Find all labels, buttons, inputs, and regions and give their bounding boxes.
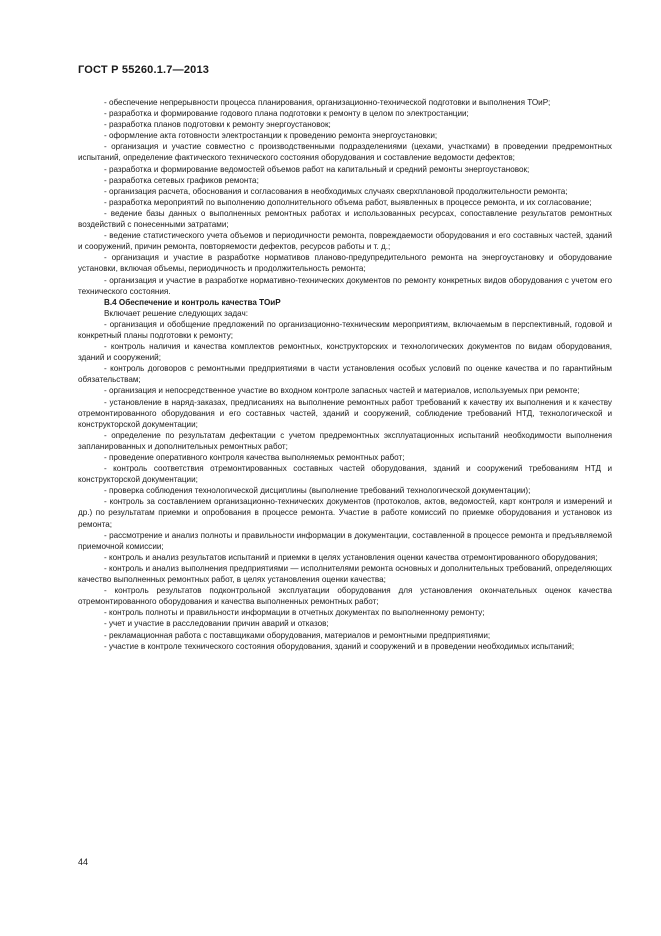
paragraph: - ведение статистического учета объемов и периодичности ремонта, повреждаемости оборудования и его составных частей, зданий и сооружений, причин ремонта, повторяемости дефектов, ресурсов работы и т. д.;	[78, 231, 612, 252]
paragraph: - организация и непосредственное участие во входном контроле запасных частей и материалов, используемых при ремонте;	[104, 386, 580, 396]
paragraph: - рассмотрение и анализ полноты и правильности информации в документации, составленной в процессе ремонта и предъявляемой приемочной комиссии;	[78, 530, 612, 551]
document-body	[78, 97, 612, 652]
paragraph: - организация и участие в разработке нормативов планово-предупредительного ремонта на энергоустановку и оборудование установки, включая объемы, периодичность и продолжительность ремонта;	[78, 253, 612, 274]
paragraph: - оформление акта готовности электростанции к проведению ремонта энергоустановки;	[104, 131, 438, 141]
section-heading: В.4 Обеспечение и контроль качества ТОиР	[104, 297, 281, 307]
paragraph: - обеспечение непрерывности процесса планирования, организационно-технической подготовки и выполнения ТОиР;	[104, 98, 551, 107]
paragraph: - разработка и формирование ведомостей объемов работ на капитальный и средний ремонты энергоустановок;	[104, 164, 530, 174]
paragraph: - участие в контроле технического состояния оборудования, зданий и сооружений и в проведении необходимых испытаний;	[104, 641, 575, 651]
paragraph: - контроль полноты и правильности информации в отчетных документах по выполненному ремонту;	[104, 608, 485, 618]
paragraph: - определение по результатам дефектации с учетом предремонтных эксплуатационных испытаний необходимости выполнения запланированных и дополнительных ремонтных работ;	[78, 430, 612, 451]
paragraph: - контроль результатов подконтрольной эксплуатации оборудования для установления окончательных оценок качества отремонтированного оборудования и качества выполненных ремонтных работ;	[78, 586, 612, 607]
paragraph: - контроль соответствия отремонтированных составных частей оборудования, зданий и сооружений требованиям НТД и конструкторской документации;	[78, 464, 612, 485]
paragraph: - проведение оперативного контроля качества выполняемых ремонтных работ;	[104, 453, 405, 462]
paragraph: - проверка соблюдения технологической дисциплины (выполнение требований технологической документации);	[104, 486, 531, 496]
paragraph: - разработка и формирование годового плана подготовки к ремонту в целом по электростанции;	[104, 109, 469, 119]
paragraph: - контроль наличия и качества комплектов ремонтных, конструкторских и технологических документов по видам оборудования, зданий и сооружений;	[78, 342, 612, 363]
paragraph: - контроль и анализ результатов испытаний и приемки в целях установления оценки качества отремонтированного оборудования;	[104, 552, 598, 562]
paragraph: - установление в наряд-заказах, предписаниях на выполнение ремонтных работ требований к качеству их выполнения и к качеству отремонтированного оборудования и его составных частей, зданий и сооружений, соблюдение требований НТД, технологической и конструкторской документации;	[78, 397, 612, 429]
paragraph: - контроль и анализ выполнения предприятиями — исполнителями ремонта основных и дополнительных требований, определяющих качество выполненных ремонтных работ, в целях установления оценки качества;	[78, 563, 612, 585]
paragraph: - организация и участие совместно с производственными подразделениями (цехами, участками) в проведении предремонтных испытаний, определение фактического технического состояния оборудования и составление ведомости дефектов;	[78, 142, 612, 163]
paragraph: - контроль за составлением организационно-технических документов (протоколов, актов, ведомостей, карт контроля и измерений и др.) по результатам приемки и опробования в процессе ремонта. Участие в работе комиссий по приемке оборудования и установок из ремонта;	[78, 497, 612, 529]
paragraph: - рекламационная работа с поставщиками оборудования, материалов и ремонтными предприятиями;	[104, 630, 491, 640]
paragraph: - разработка планов подготовки к ремонту энергоустановок;	[104, 120, 331, 130]
paragraph: - контроль договоров с ремонтными предприятиями в части установления особых условий по оценке качества и по гарантийным обязательствам;	[78, 364, 612, 385]
paragraph: - организация расчета, обоснования и согласования в необходимых случаях сверхплановой продолжительности ремонта;	[104, 186, 568, 196]
paragraph: - разработка сетевых графиков ремонта;	[104, 175, 259, 185]
page-number: 44	[78, 857, 89, 867]
paragraph: - учет и участие в расследовании причин аварий и отказов;	[104, 619, 329, 629]
paragraph: - разработка мероприятий по выполнению дополнительного объема работ, выявленных в процессе ремонта, и их согласование;	[104, 197, 592, 207]
document-header: ГОСТ Р 55260.1.7—2013	[78, 64, 210, 76]
paragraph: - ведение базы данных о выполненных ремонтных работах и использованных ресурсах, сопоставление результатов ремонтных воздействий с понесенными затратами;	[78, 208, 612, 230]
paragraph: - организация и обобщение предложений по организационно-техническим мероприятиям, включаемым в перспективный, годовой и конкретный планы подготовки к ремонту;	[78, 319, 612, 340]
paragraph: - организация и участие в разработке нормативно-технических документов по ремонту конкретных видов оборудования с учетом его технического состояния.	[78, 275, 612, 296]
paragraph: Включает решение следующих задач:	[104, 308, 248, 318]
